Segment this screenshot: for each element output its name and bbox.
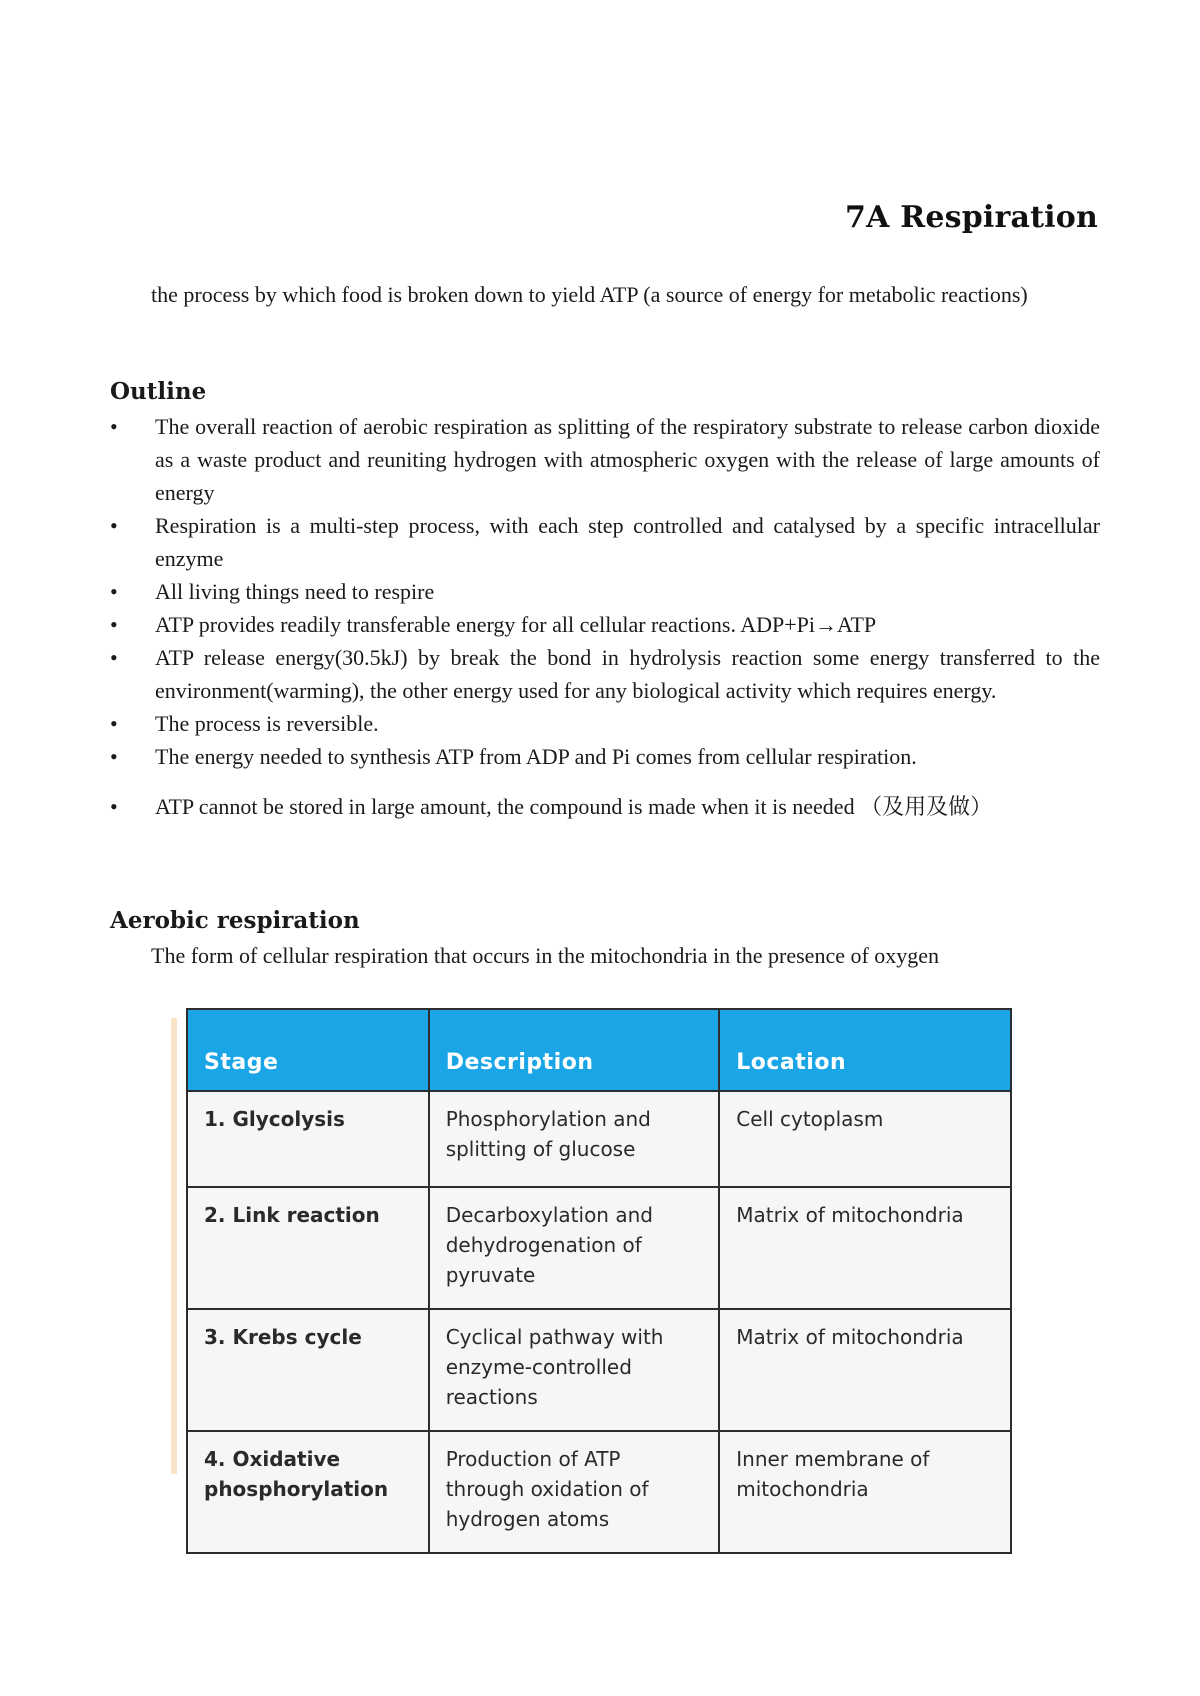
bullet-icon: • (110, 612, 118, 637)
location-cell: Matrix of mitochondria (719, 1309, 1011, 1431)
intro-definition: the process by which food is broken down to yield ATP (a source of energy for metabolic reactions) (151, 282, 1028, 307)
stage-cell: 3. Krebs cycle (187, 1309, 429, 1431)
bullet-icon: • (110, 579, 118, 604)
list-item-text: ATP cannot be stored in large amount, the compound is made when it is needed （及用及做） (155, 794, 993, 819)
respiration-stages-table (186, 1008, 1012, 1554)
list-item-text: Respiration is a multi-step process, with each step controlled and catalysed by a specific intracellular enzyme (155, 513, 1100, 571)
page-title: 7A Respiration (845, 200, 1098, 235)
stage-cell: 2. Link reaction (187, 1187, 429, 1309)
table-row (187, 1091, 1011, 1187)
list-item (110, 608, 1100, 641)
list-item-text: The energy needed to synthesis ATP from ADP and Pi comes from cellular respiration. (155, 744, 917, 769)
list-item (110, 790, 1100, 823)
list-item (110, 707, 1100, 740)
aerobic-heading: Aerobic respiration (110, 907, 360, 934)
table-row (187, 1431, 1011, 1553)
bullet-icon: • (110, 744, 118, 769)
column-header-stage: Stage (187, 1009, 429, 1091)
location-cell: Matrix of mitochondria (719, 1187, 1011, 1309)
aerobic-description: The form of cellular respiration that occurs in the mitochondria in the presence of oxygen (151, 943, 940, 968)
stage-cell: 4. Oxidative phosphorylation (187, 1431, 429, 1553)
list-item-text: The overall reaction of aerobic respiration as splitting of the respiratory substrate to release carbon dioxide as a waste product and reuniting hydrogen with atmospheric oxygen with the release of large amounts of energy (155, 414, 1100, 505)
table-row (187, 1309, 1011, 1431)
description-cell: Decarboxylation and dehydrogenation of pyruvate (429, 1187, 720, 1309)
table-row (187, 1187, 1011, 1309)
column-header-description: Description (429, 1009, 720, 1091)
bullet-icon: • (110, 645, 118, 670)
bullet-icon: • (110, 711, 118, 736)
column-header-location: Location (719, 1009, 1011, 1091)
list-item (110, 740, 1100, 773)
list-item-text: All living things need to respire (155, 579, 435, 604)
respiration-stages-table-wrap (186, 1008, 1012, 1554)
list-item (110, 509, 1100, 575)
bullet-icon: • (110, 513, 118, 538)
description-cell: Cyclical pathway with enzyme-controlled reactions (429, 1309, 720, 1431)
outline-heading: Outline (110, 378, 207, 405)
stage-cell: 1. Glycolysis (187, 1091, 429, 1187)
accent-bar (171, 1018, 177, 1474)
outline-list (110, 410, 1100, 823)
list-item (110, 641, 1100, 707)
location-cell: Inner membrane of mitochondria (719, 1431, 1011, 1553)
list-item-text: ATP provides readily transferable energy for all cellular reactions. ADP+Pi→ATP (155, 612, 877, 637)
description-cell: Production of ATP through oxidation of hydrogen atoms (429, 1431, 720, 1553)
bullet-icon: • (110, 794, 118, 819)
location-cell: Cell cytoplasm (719, 1091, 1011, 1187)
description-cell: Phosphorylation and splitting of glucose (429, 1091, 720, 1187)
list-item (110, 575, 1100, 608)
list-item-text: ATP release energy(30.5kJ) by break the bond in hydrolysis reaction some energy transferred to the environment(warming), the other energy used for any biological activity which requires energy. (155, 645, 1100, 703)
bullet-icon: • (110, 414, 118, 439)
table-header-row (187, 1009, 1011, 1091)
list-item (110, 410, 1100, 509)
list-item-text: The process is reversible. (155, 711, 379, 736)
